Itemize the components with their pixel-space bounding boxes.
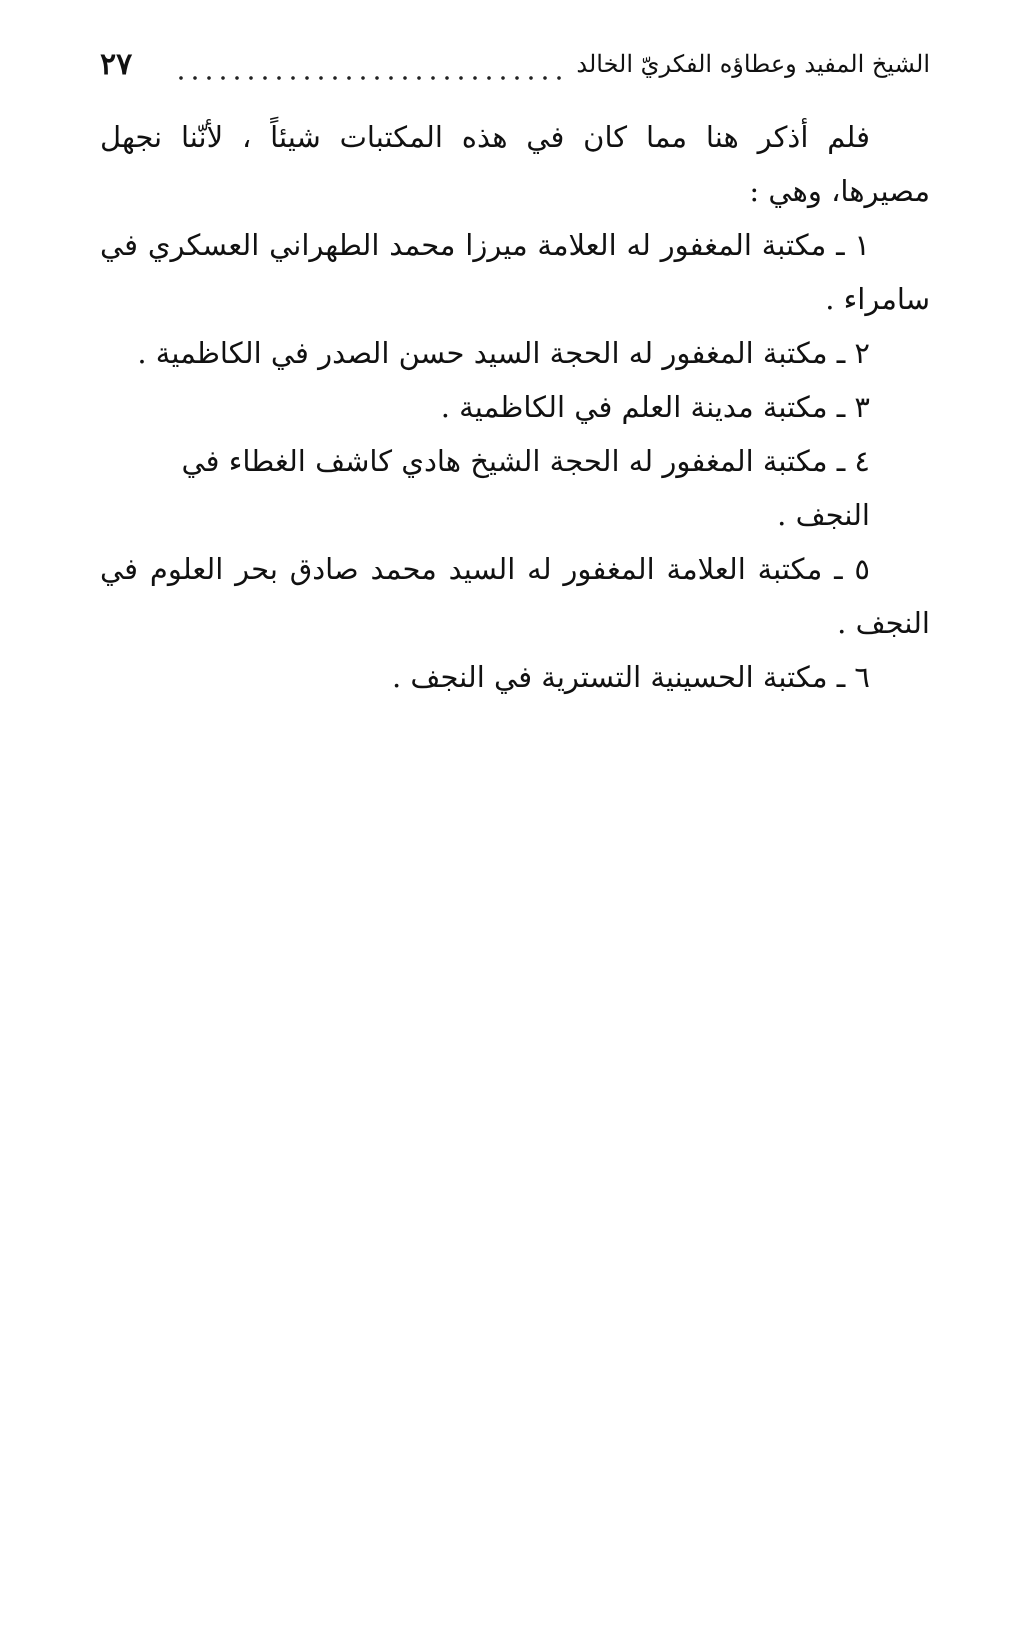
intro-paragraph: فلم أذكر هنا مما كان في هذه المكتبات شيئاً ، لأنّنا نجهل مصيرها، وهي : <box>100 120 930 208</box>
dot-leader <box>174 44 562 84</box>
page-body <box>100 110 930 704</box>
list-item: ٦ ـ مكتبة الحسينية التسترية في النجف . <box>391 660 870 694</box>
page-number: ٢٧ <box>100 46 133 82</box>
page-header <box>100 44 930 84</box>
list-item: ٢ ـ مكتبة المغفور له الحجة السيد حسن الصدر في الكاظمية . <box>137 336 870 370</box>
list-item: ٤ ـ مكتبة المغفور له الحجة الشيخ هادي كاشف الغطاء في النجف . <box>181 444 870 532</box>
list-item: ١ ـ مكتبة المغفور له العلامة ميرزا محمد الطهراني العسكري في سامراء . <box>100 228 930 316</box>
list-item: ٣ ـ مكتبة مدينة العلم في الكاظمية . <box>440 390 870 424</box>
running-title: الشيخ المفيد وعطاؤه الفكريّ الخالد <box>576 50 930 78</box>
list-item: ٥ ـ مكتبة العلامة المغفور له السيد محمد صادق بحر العلوم في النجف . <box>100 552 930 640</box>
